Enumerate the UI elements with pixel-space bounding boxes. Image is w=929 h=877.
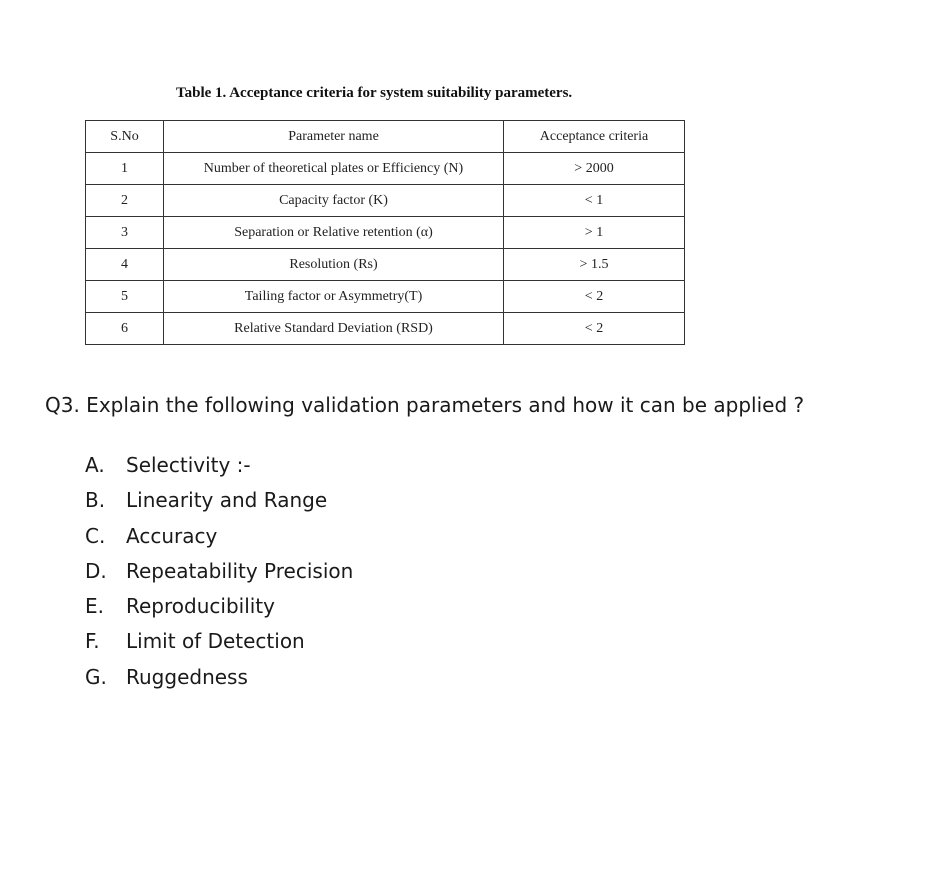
table-row <box>86 185 685 217</box>
option-letter: F. <box>85 629 100 654</box>
option-text: Selectivity :- <box>126 453 251 477</box>
table-row <box>86 313 685 345</box>
options-list <box>85 450 353 697</box>
cell-sno: 3 <box>86 217 164 249</box>
list-item <box>85 662 353 697</box>
question-text: Q3. Explain the following validation parameters and how it can be applied ? <box>45 393 805 417</box>
cell-parameter: Tailing factor or Asymmetry(T) <box>164 281 504 313</box>
list-item <box>85 626 353 661</box>
option-text: Ruggedness <box>126 664 248 689</box>
option-text: Reproducibility <box>126 594 275 619</box>
cell-criteria: > 1 <box>504 217 685 249</box>
table-caption: Table 1. Acceptance criteria for system suitability parameters. <box>176 85 573 101</box>
cell-parameter: Resolution (Rs) <box>164 249 504 281</box>
acceptance-criteria-table <box>85 120 685 345</box>
list-item <box>85 591 353 626</box>
table-header-row <box>86 121 685 153</box>
cell-parameter: Capacity factor (K) <box>164 185 504 217</box>
cell-sno: 4 <box>86 249 164 281</box>
list-item <box>85 521 353 556</box>
cell-parameter: Number of theoretical plates or Efficiency (N) <box>164 153 504 185</box>
option-text: Repeatability Precision <box>126 558 354 583</box>
cell-criteria: < 2 <box>504 313 685 345</box>
list-item <box>85 485 353 520</box>
cell-sno: 2 <box>86 185 164 217</box>
option-letter: E. <box>85 594 104 619</box>
table-row <box>86 249 685 281</box>
cell-sno: 6 <box>86 313 164 345</box>
list-item <box>85 450 353 485</box>
header-acceptance-criteria: Acceptance criteria <box>504 121 685 153</box>
option-letter: C. <box>85 523 106 548</box>
option-letter: B. <box>85 488 106 513</box>
table-row <box>86 217 685 249</box>
cell-criteria: > 1.5 <box>504 249 685 281</box>
cell-parameter: Relative Standard Deviation (RSD) <box>164 313 504 345</box>
option-text: Limit of Detection <box>126 629 305 654</box>
cell-criteria: > 2000 <box>504 153 685 185</box>
cell-parameter: Separation or Relative retention (α) <box>164 217 504 249</box>
header-sno: S.No <box>86 121 164 153</box>
table-row <box>86 281 685 313</box>
cell-sno: 5 <box>86 281 164 313</box>
table-row <box>86 153 685 185</box>
option-text: Linearity and Range <box>126 488 328 513</box>
cell-sno: 1 <box>86 153 164 185</box>
option-letter: D. <box>85 558 107 583</box>
list-item <box>85 556 353 591</box>
option-text: Accuracy <box>126 523 218 548</box>
header-parameter-name: Parameter name <box>164 121 504 153</box>
cell-criteria: < 1 <box>504 185 685 217</box>
option-letter: A. <box>85 453 105 477</box>
cell-criteria: < 2 <box>504 281 685 313</box>
option-letter: G. <box>85 664 107 689</box>
